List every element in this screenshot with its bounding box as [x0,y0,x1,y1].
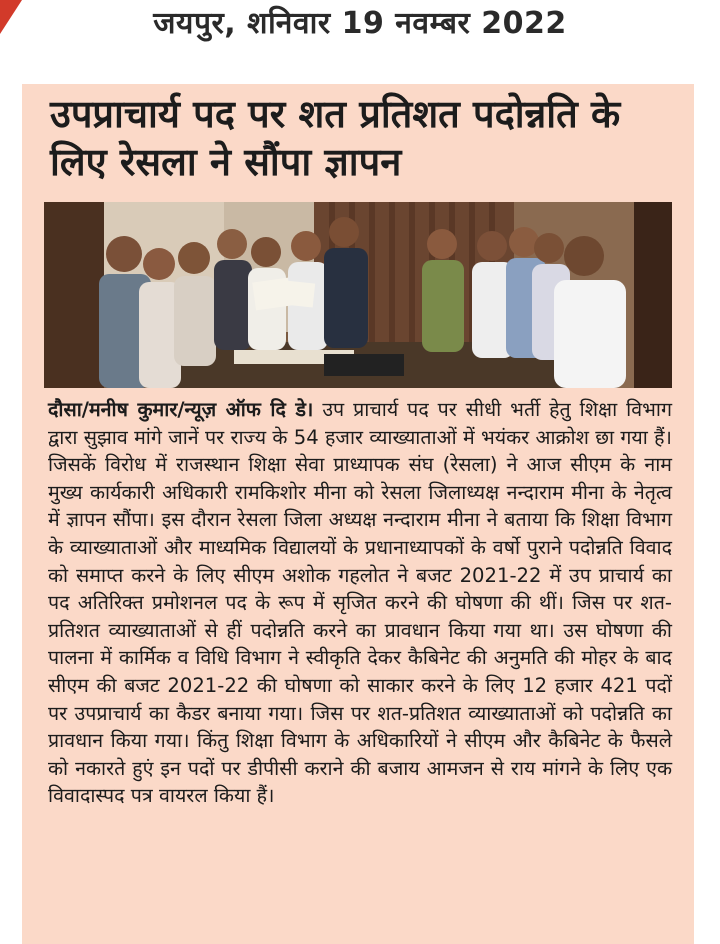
article-body [48,396,672,810]
group-photo-illustration [44,202,672,388]
byline: दौसा/मनीष कुमार/न्यूज़ ऑफ दि डे। [48,398,314,421]
headline: उपप्राचार्य पद पर शत प्रतिशत पदोन्नति के लिए रेसला ने सौंपा ज्ञापन [50,92,621,184]
article-text: उप प्राचार्य पद पर सीधी भर्ती हेतु शिक्षा विभाग द्वारा सुझाव मांगे जानें पर राज्य के 54 हजार व्याख्याताओं में भयंकर आक्रोश छा गया हैं। जिसकें विरोध में राजस्थान शिक्षा सेवा प्राध्यापक संघ (रेसला) ने आज सीएम के नाम मुख्य कार्यकारी अधिकारी रामकिशोर मीना को रेसला जिलाध्यक्ष नन्दाराम मीना के नेतृत्व में ज्ञापन सौंपा। इस दौरान रेसला जिला अध्यक्ष नन्दाराम मीना ने बताया कि शिक्षा विभाग के व्याख्याताओं और माध्यमिक विद्यालयों के प्रधानाध्यापकों के वर्षो पुराने पदोन्नति विवाद को समाप्त करने के लिए सीएम अशोक गहलोत ने बजट 2021-22 में उप प्राचार्य का पद अतिरिक्त प्रमोशनल पद के रूप में सृजित करने की घोषणा की थीं। जिस पर शत-प्रतिशत व्याख्याताओं से हीं पदोन्नति करने का प्रावधान किया गया था। उस घोषणा की पालना में कार्मिक व विधि विभाग ने स्वीकृति देकर कैबिनेट की अनुमति की मोहर के बाद सीएम की बजट 2021-22 की घोषणा को साकार करने के लिए 12 हजार 421 पदों पर उपप्राचार्य का कैडर बनाया गया। जिस पर शत-प्रतिशत व्याख्याताओं को पदोन्नति का प्रावधान किया गया। किंतु शिक्षा विभाग के अधिकारियों ने सीएम और कैबिनेट के फैसले को नकारते हुएं इन पदों पर डीपीसी कराने की बजाय आमजन से राय मांगने के लिए एक विवादास्पद पत्र वायरल किया हैं। [48,398,672,808]
dateline: जयपुर, शनिवार 19 नवम्बर 2022 [153,6,567,41]
news-photo [44,202,672,388]
news-clipping [22,84,694,944]
